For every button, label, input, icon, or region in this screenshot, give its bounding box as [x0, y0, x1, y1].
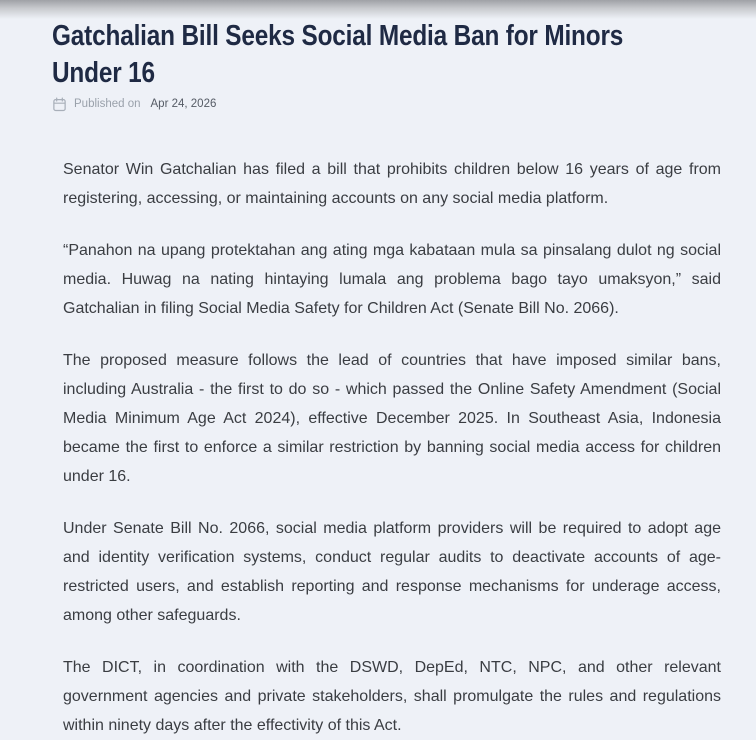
page-title [52, 18, 624, 92]
published-date: Apr 24, 2026 [150, 98, 217, 110]
paragraph-4: Under Senate Bill No. 2066, social media platform providers will be required to adopt age and identity verification systems, conduct regular audits to deactivate accounts of age-restricted users, and establish reporting and response mechanisms for underage access, among other safeguards. [63, 520, 721, 624]
paragraph-3: The proposed measure follows the lead of countries that have imposed similar bans, including Australia - the first to do so - which passed the Online Safety Amendment (Social Media Minimum Age Act 2024), effective December 2025. In Southeast Asia, Indonesia became the first to enforce a similar restriction by banning social media access for children under 16. [63, 352, 721, 485]
paragraph-1: Senator Win Gatchalian has filed a bill that prohibits children below 16 years of age from registering, accessing, or maintaining accounts on any social media platform. [63, 161, 721, 207]
page-title-line-1: Gatchalian Bill Seeks Social Media Ban for Minors [52, 20, 624, 52]
paragraph-2: “Panahon na upang protektahan ang ating mga kabataan mula sa pinsalang dulot ng social media. Huwag na nating hintaying lumala ang problema bago tayo umaksyon,” said Gatchalian in filing Social Media Safety for Children Act (Senate Bill No. 2066). [63, 242, 721, 317]
published-label: Published on [74, 98, 141, 110]
page-title-line-2: Under 16 [52, 57, 155, 89]
published-meta [52, 95, 721, 113]
calendar-icon [52, 97, 67, 112]
article-body [63, 155, 721, 740]
paragraph-5: The DICT, in coordination with the DSWD, DepEd, NTC, NPC, and other relevant government agencies and private stakeholders, shall promulgate the rules and regulations within ninety days after the effectivity of this Act. [63, 659, 721, 734]
